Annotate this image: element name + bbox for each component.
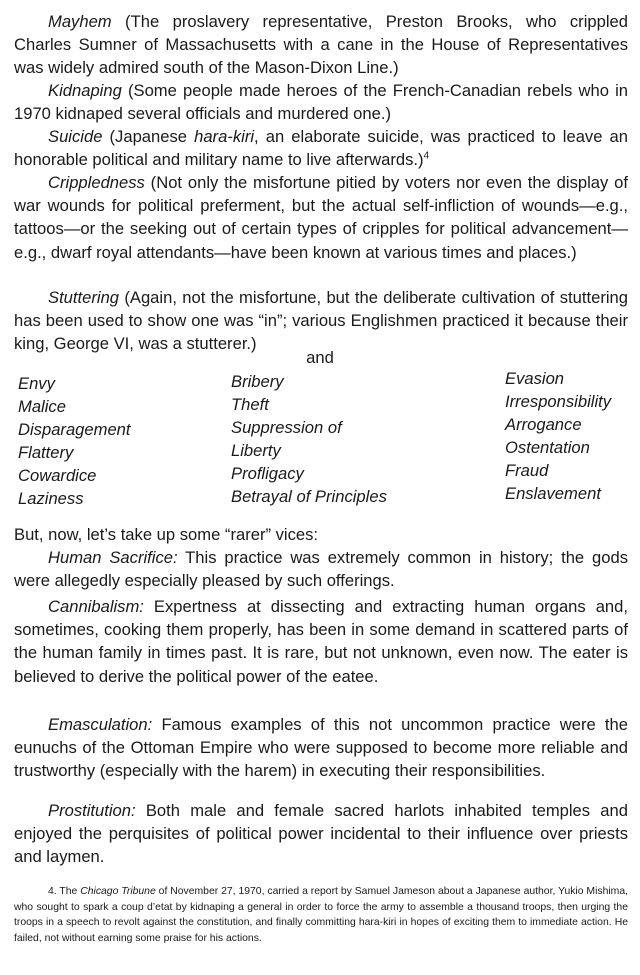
- footnote-text-end: of November 27, 1970, carried a report by Samuel Jameson about a Japanese author, Yukio Mishima, who sought to spark a coup d’etat by kidnaping a general in order to force the army to assemble a thousand troops, then urging the troops in a speech to revolt against the constitution, and finally committing hara-kiri in hopes of exciting them to immediate action. He failed, not without earning some praise for his actions.: [14, 886, 628, 944]
- vice-description: (Again, not the misfortune, but the deliberate cultivation of stuttering has been used to show one was “in”; various Englishmen practiced it because their king, George VI, was a stutterer.): [14, 288, 628, 354]
- footnote-number: 4.: [48, 886, 57, 897]
- list-item: Disparagement: [18, 420, 131, 439]
- list-item: Profligacy: [231, 464, 304, 483]
- vice-term: Emasculation:: [48, 715, 153, 734]
- vice-crippledness: [14, 171, 628, 264]
- footnote-reference: 4: [423, 150, 430, 162]
- vice-mayhem: [14, 10, 628, 80]
- vice-term: Cannibalism:: [48, 597, 144, 616]
- list-item: Suppression of: [231, 418, 342, 437]
- rarer-vices-intro: But, now, let’s take up some “rarer” vices:: [14, 525, 319, 544]
- vice-list-column-2: [231, 370, 387, 508]
- vice-description: (Some people made heroes of the French-Canadian rebels who in 1970 kidnaped several officials and murdered one.): [14, 81, 628, 124]
- vice-description: Expertness at dissecting and extracting human organs and, sometimes, cooking them properly, has been in some demand in scattered parts of the human family in times past. It is rare, but not unknown, even now. The eater is believed to derive the political power of the eatee.: [14, 597, 628, 686]
- vice-description: Famous examples of this not uncommon practice were the eunuchs of the Ottoman Empire who were supposed to become more reliable and trustworthy (especially with the harem) in executing their responsibilities.: [14, 715, 628, 781]
- list-item: Flattery: [18, 443, 74, 462]
- vice-description: (The proslavery representative, Preston Brooks, who crippled Charles Sumner of Massachusetts with a cane in the House of Representatives was widely admired south of the Mason-Dixon Line.): [14, 12, 628, 78]
- list-item: Envy: [18, 374, 55, 393]
- rarer-vice-emasculation: [14, 713, 628, 783]
- list-item: Enslavement: [505, 484, 601, 503]
- list-item: Irresponsibility: [505, 392, 612, 411]
- vice-kidnaping: [14, 79, 628, 125]
- list-item: Arrogance: [505, 415, 582, 434]
- rarer-vice-prostitution: [14, 799, 628, 869]
- list-item: Theft: [231, 395, 269, 414]
- list-item: Cowardice: [18, 466, 97, 485]
- vice-list-column-1: [18, 372, 131, 510]
- footnote: [14, 884, 628, 946]
- list-item: Ostentation: [505, 438, 590, 457]
- footnote-text-start: The: [56, 886, 81, 897]
- vice-description: (Not only the misfortune pitied by voters nor even the display of war wounds for political preferment, but the actual self-infliction of wounds—e.g., tattoos—or the seeking out of certain types of cripples for political advancement—e.g., dwarf royal attendants—have been known at various times and places.): [14, 173, 628, 262]
- list-item: Betrayal of Principles: [231, 487, 387, 506]
- rarer-vice-cannibalism: [14, 595, 628, 688]
- vice-term: Mayhem: [48, 12, 112, 31]
- and-label: and: [306, 348, 334, 367]
- list-item: Bribery: [231, 372, 284, 391]
- list-item: Evasion: [505, 369, 565, 388]
- vice-term: Crippledness: [48, 173, 145, 192]
- vice-list-column-3: [505, 367, 611, 505]
- vice-stuttering: [14, 286, 628, 356]
- vice-term: Prostitution:: [48, 801, 136, 820]
- vice-description: Both male and female sacred harlots inhabited temples and enjoyed the perquisites of political power incidental to their influence over priests and laymen.: [14, 801, 628, 867]
- vice-description: This practice was extremely common in history; the gods were allegedly especially pleased by such offerings.: [14, 548, 628, 591]
- vice-suicide: [14, 125, 628, 171]
- list-item: Malice: [18, 397, 66, 416]
- vice-italic-word: hara-kiri: [194, 127, 255, 146]
- vice-description-start: (Japanese: [102, 127, 195, 146]
- vice-term: Stuttering: [48, 288, 120, 307]
- vice-term: Suicide: [48, 127, 103, 146]
- list-item: Laziness: [18, 489, 84, 508]
- vice-description-end: , an elaborate suicide, was practiced to leave an honorable political and military name to live afterwards.): [14, 127, 628, 170]
- footnote-source: Chicago Tribune: [80, 886, 156, 897]
- list-item: Liberty: [231, 441, 281, 460]
- vice-term: Kidnaping: [48, 81, 122, 100]
- rarer-vice-human-sacrifice: [14, 546, 628, 592]
- vice-term: Human Sacrifice:: [48, 548, 178, 567]
- list-item: Fraud: [505, 461, 549, 480]
